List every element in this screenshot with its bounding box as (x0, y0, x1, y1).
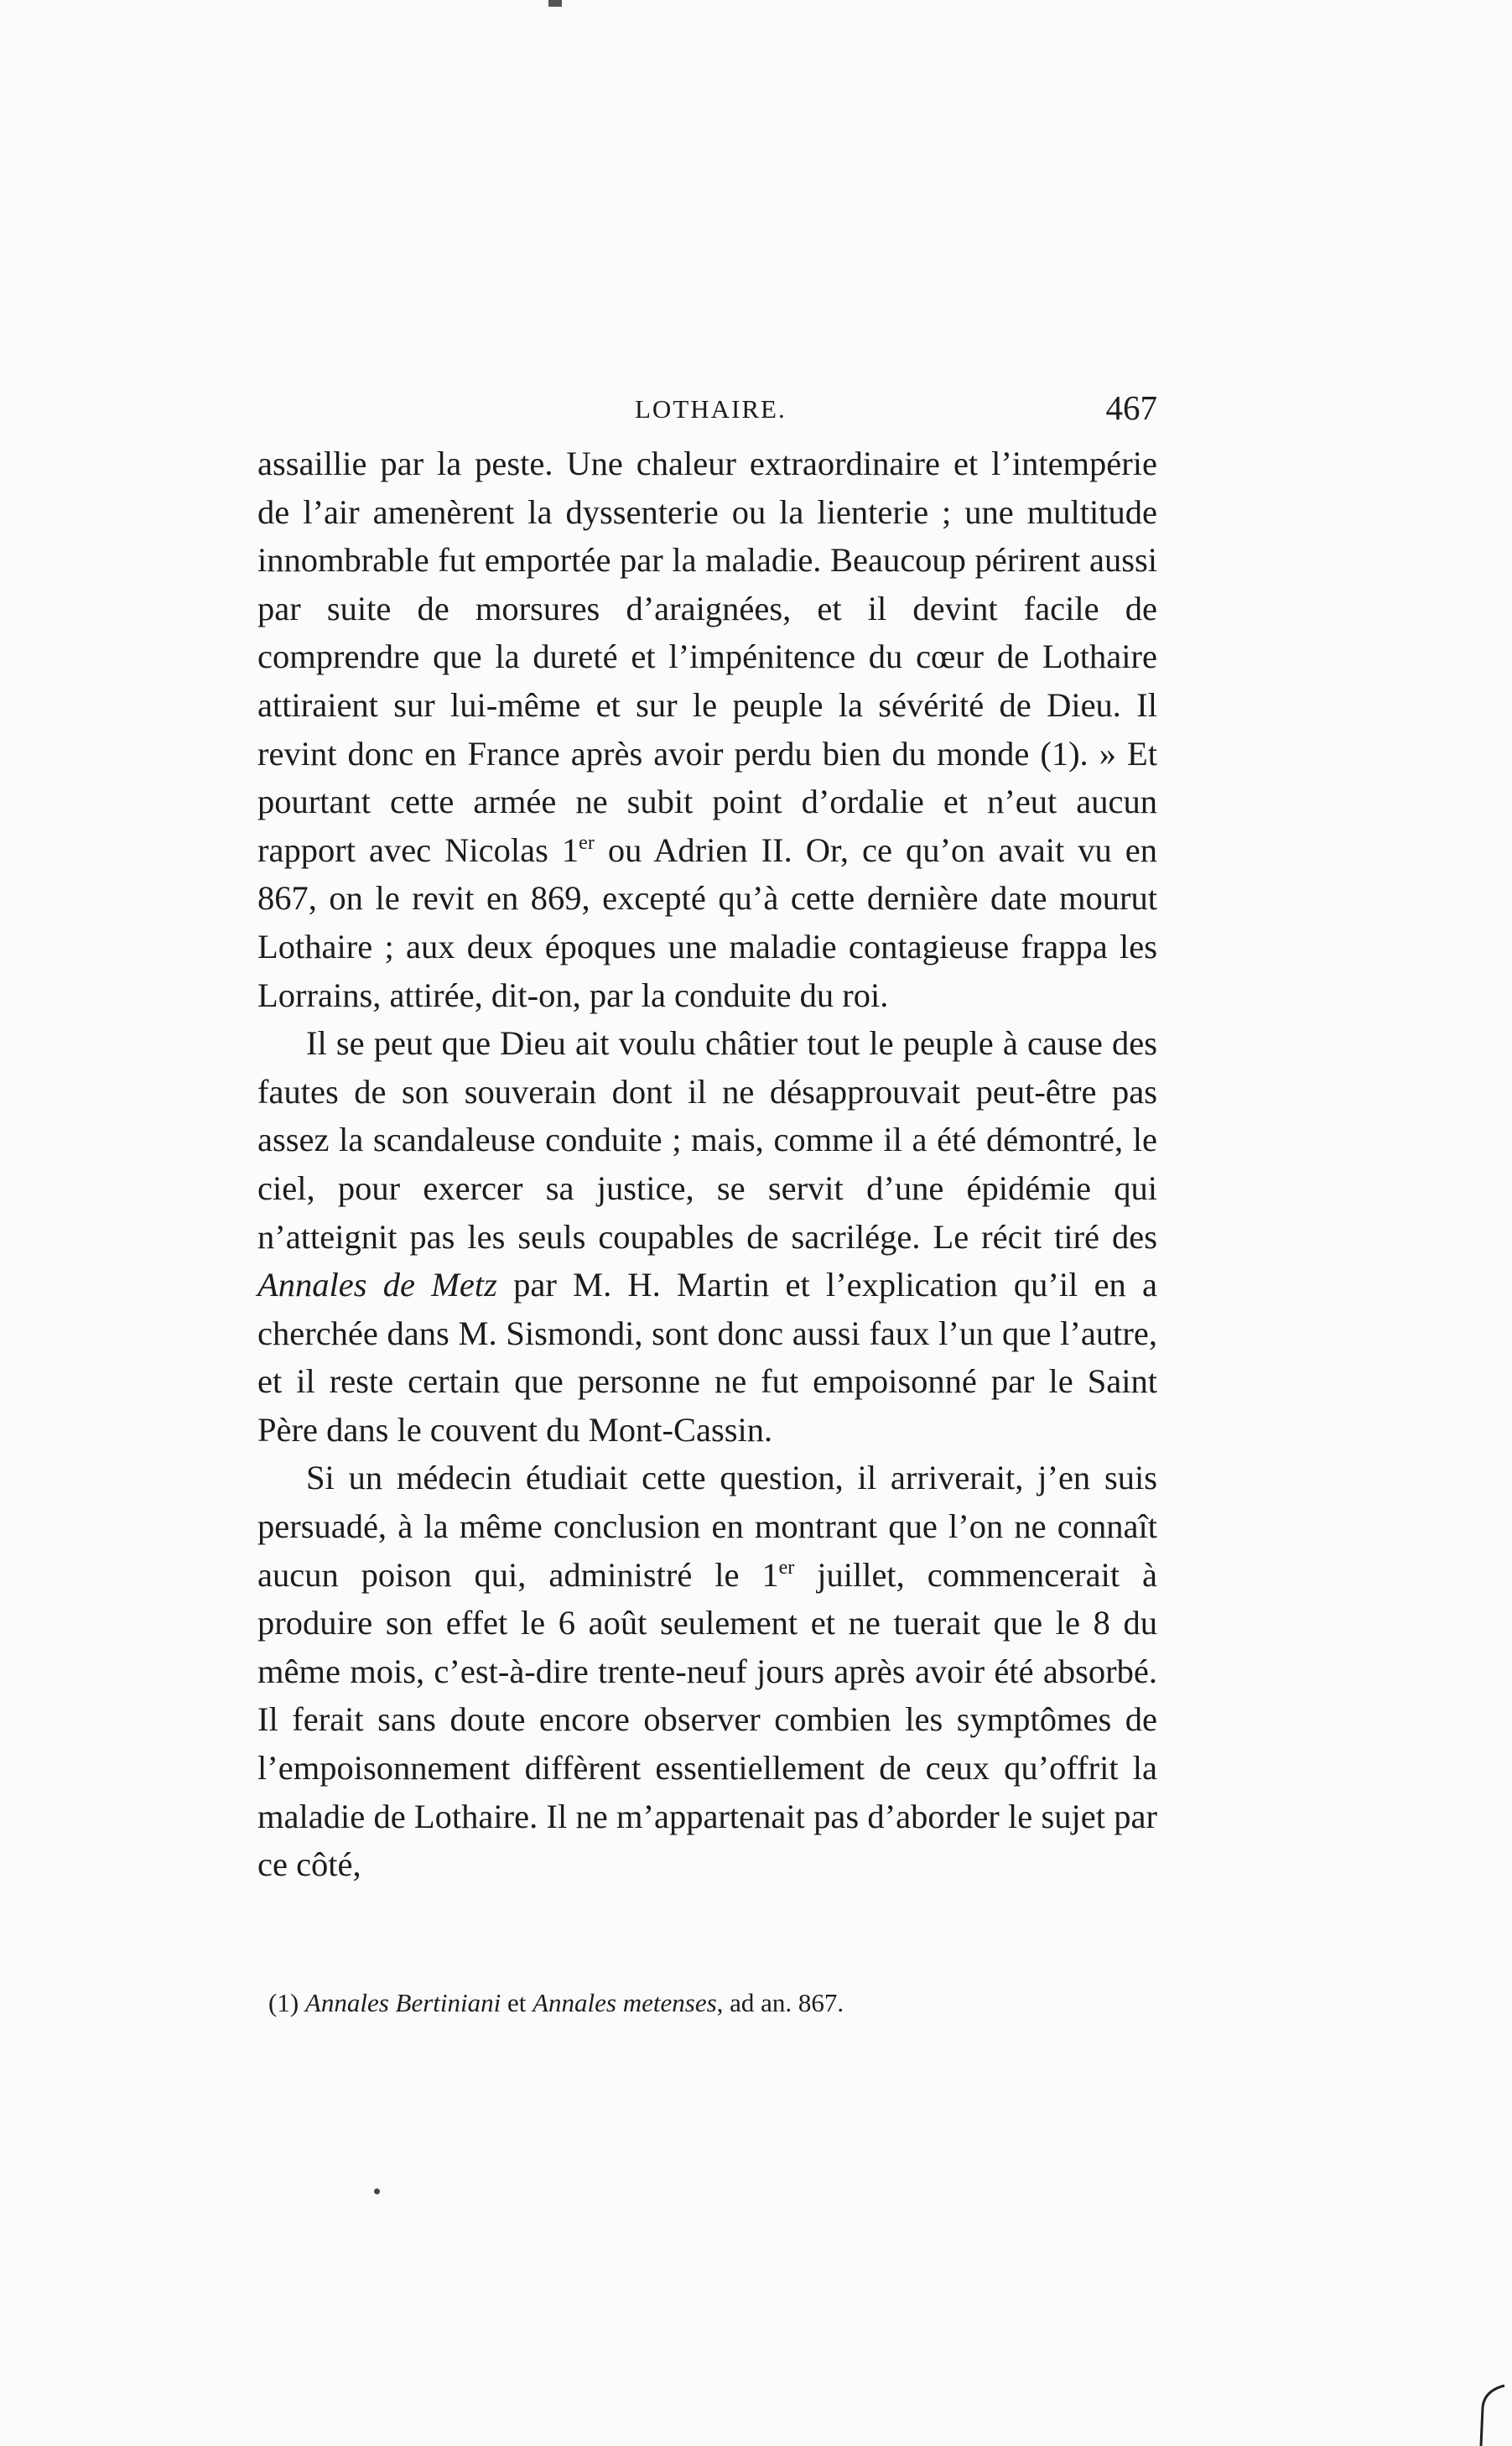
paragraph-2-text-a: Il se peut que Dieu ait voulu châtier tout le peuple à cause des fautes de son souverain dont il ne désapprouvait peut-être pas assez la scandaleuse conduite ; mais, comme il a été démontré, le ciel, pour exercer sa justice, se servit d’une épidémie qui n’atteignit pas les seuls coupables de sacrilége. Le récit tiré des (257, 1024, 1157, 1256)
superscript-er: er (778, 1556, 795, 1579)
paragraph-2-text-b: par M. H. Martin et l’explication qu’il en a cherchée dans M. Sismondi, sont donc aussi faux l’un que l’autre, et il reste certain que personne ne fut empoisonné par le Saint Père dans le couvent du Mont-Cassin. (257, 1266, 1157, 1449)
paragraph-3-text-b: juillet, commencerait à produire son effet le 6 août seulement et ne tuerait que le 8 du même mois, c’est-à-dire trente-neuf jours après avoir été absorbé. Il ferait sans doute encore observer combien les symptômes de l’empoisonnement diffèrent essentiellement de ceux qu’offrit la maladie de Lothaire. Il ne m’appartenait pas d’aborder le sujet par ce côté, (257, 1555, 1157, 1884)
footnote-tail: , ad an. 867. (716, 1988, 844, 2017)
superscript-er: er (579, 831, 595, 854)
scan-artifact-mark (548, 0, 562, 7)
ink-dot-mark (374, 2188, 380, 2194)
paragraph-3 (257, 1454, 1157, 1888)
footnote-marker: (1) (268, 1988, 299, 2017)
page-number: 467 (1105, 388, 1157, 427)
paragraph-2-italic-title: Annales de Metz (257, 1266, 497, 1304)
paragraph-3-text-a: Si un médecin étudiait cette question, il arriverait, j’en suis persuadé, à la même conclusion en montrant que l’on ne connaît aucun poison qui, administré le 1 (257, 1459, 1157, 1594)
footnote-title-2: Annales metenses (533, 1988, 717, 2017)
footnote-title-1: Annales Bertiniani (304, 1988, 501, 2017)
corner-pencil-mark (1474, 2374, 1508, 2446)
footnote-conjunction: et (507, 1988, 527, 2017)
page-header (257, 388, 1157, 438)
paragraph-1-text-a: assaillie par la peste. Une chaleur extraordinaire et l’intempérie de l’air amenèrent la dyssenterie ou la lienterie ; une multitude innombrable fut emportée par la maladie. Beaucoup périrent aussi par suite de morsures d’araignées, et il devint facile de comprendre que la dureté et l’impénitence du cœur de Lothaire attiraient sur lui-même et sur le peuple la sévérité de Dieu. Il revint donc en France après avoir perdu bien du monde (1). » Et pourtant cette armée ne subit point d’ordalie et n’eut aucun rapport avec Nicolas 1 (257, 445, 1157, 869)
running-title: LOTHAIRE. (635, 394, 787, 424)
paragraph-2 (257, 1019, 1157, 1454)
footnote (268, 1986, 1157, 2020)
body-text (257, 440, 1157, 1889)
paragraph-1 (257, 440, 1157, 1019)
paragraph-1-text-b: ou Adrien II. Or, ce qu’on avait vu en 867, on le revit en 869, excepté qu’à cette dernière date mourut Lothaire ; aux deux époques une maladie contagieuse frappa les Lorrains, attirée, dit-on, par la conduite du roi. (257, 830, 1157, 1014)
